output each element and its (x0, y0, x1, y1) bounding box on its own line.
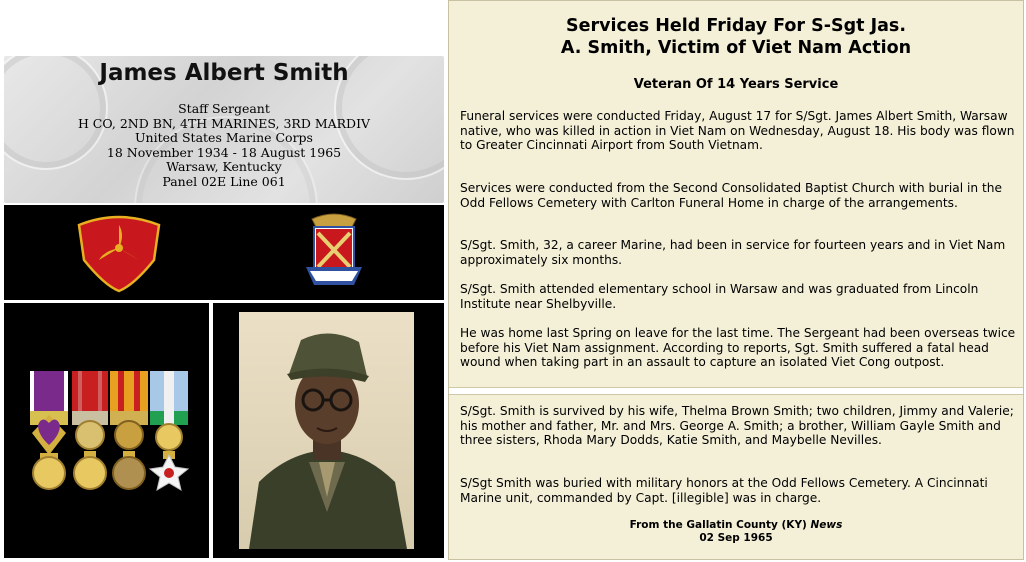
portrait-photo (239, 312, 414, 549)
credit-date: 02 Sep 1965 (699, 532, 773, 544)
article-paragraph: S/Sgt. Smith attended elementary school in Warsaw and was graduated from Lincoln Institute near Shelbyville. (460, 282, 979, 311)
vietnam-service-medal-icon (150, 371, 188, 490)
branch: United States Marine Corps (135, 130, 313, 145)
3rd-marine-division-patch-icon (77, 212, 161, 291)
wall-panel-location: Panel 02E Line 061 (162, 173, 286, 189)
article-paragraph: He was home last Spring on leave for the last time. The Sergeant had been overseas twice before his Viet Nam assignment. According to reports, Sgt. Smith suffered a fatal head wound when taking part in an assault to capture an isolated Viet Cong outpost. (460, 326, 1016, 370)
medal-graphics (4, 303, 209, 558)
insignia-graphics (4, 205, 444, 300)
article-paragraph: S/Sgt. Smith, 32, a career Marine, had been in service for fourteen years and in Viet Nam approximately six months. (460, 238, 1006, 267)
article-headline (449, 15, 1023, 59)
obituary-article (448, 0, 1024, 560)
national-defense-medal-icon (110, 371, 148, 489)
article-subhead: Veteran Of 14 Years Service (633, 77, 839, 92)
article-paragraph: S/Sgt. Smith is survived by his wife, Thelma Brown Smith; two children, Jimmy and Valerie; his mother and father, Mr. and Mrs. George A. Smith; a brother, William Gayle Smith and three sisters, Rhoda Mary Dodds, Katie Smith, and Maybelle Nevilles. (460, 404, 1014, 448)
article-source-credit (449, 519, 1023, 545)
service-details (4, 102, 444, 189)
good-conduct-medal-icon (72, 371, 108, 489)
unit-insignia-row (4, 205, 444, 300)
purple-heart-medal-icon (30, 371, 68, 489)
memorial-header-card (4, 56, 444, 203)
headline-line-1: Services Held Friday For S-Sgt Jas. (566, 16, 906, 36)
medals-panel (4, 303, 209, 558)
service-member-name: James Albert Smith (99, 60, 349, 86)
life-dates: 18 November 1934 - 18 August 1965 (106, 144, 342, 160)
article-paragraph: S/Sgt Smith was buried with military honors at the Odd Fellows Cemetery. A Cincinnati Marine unit, commanded by Capt. [illegible] was in charge. (460, 476, 988, 505)
credit-prefix: From the Gallatin County (KY) (629, 519, 811, 531)
credit-newspaper: News (810, 519, 843, 531)
article-paragraph: Services were conducted from the Second Consolidated Baptist Church with burial in the Odd Fellows Cemetery with Carlton Funeral Home in charge of the arrangements. (460, 181, 1003, 210)
section-divider (449, 387, 1023, 395)
4th-marines-crest-icon (306, 214, 362, 285)
rank: Staff Sergeant (178, 101, 270, 116)
portrait-panel (213, 303, 444, 558)
article-paragraph: Funeral services were conducted Friday, August 17 for S/Sgt. James Albert Smith, Warsaw native, who was killed in action in Viet Nam on Wednesday, August 18. His body was flown to Greater Cincinnati Airport from South Vietnam. (460, 109, 1015, 153)
memorial-left-column (0, 0, 446, 562)
headline-line-2: A. Smith, Victim of Viet Nam Action (560, 38, 912, 58)
hometown: Warsaw, Kentucky (166, 159, 282, 174)
portrait-graphic (239, 312, 414, 549)
unit: H CO, 2ND BN, 4TH MARINES, 3RD MARDIV (77, 115, 371, 131)
